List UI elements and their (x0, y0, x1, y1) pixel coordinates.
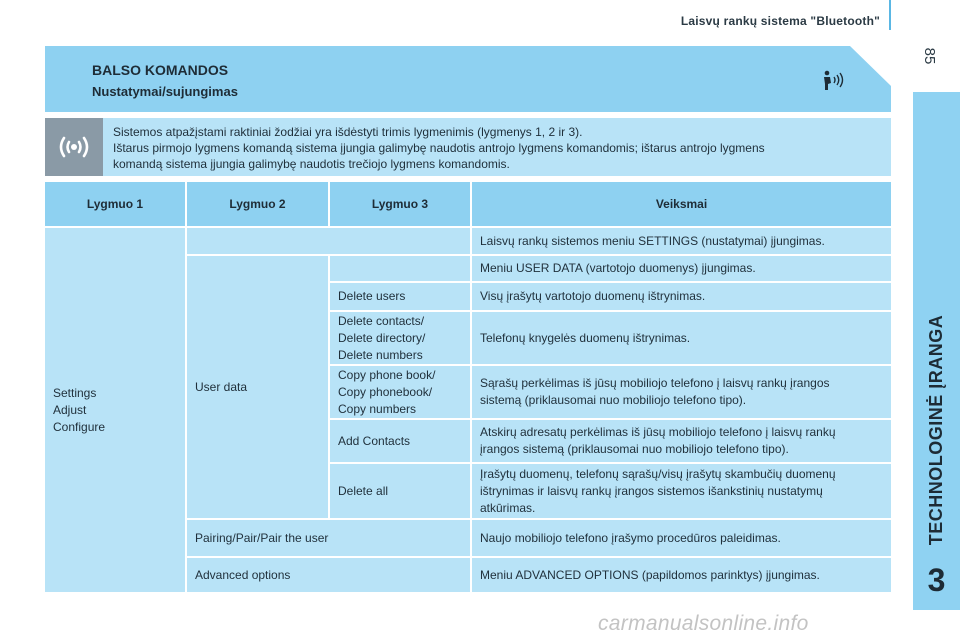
intro-icon-box (45, 118, 103, 176)
table-cell-level3: Delete contacts/ Delete directory/ Delete numbers (330, 312, 470, 364)
column-header-level3: Lygmuo 3 (330, 182, 470, 226)
running-header: Laisvų rankų sistema "Bluetooth" (680, 14, 880, 28)
table-cell-action: Sąrašų perkėlimas iš jūsų mobiliojo telefono į laisvų rankų įrangos sistemą (priklausomai nuo mobiliojo telefono tipo). (472, 366, 891, 418)
chapter-number: 3 (927, 562, 946, 598)
table-cell-action: Meniu USER DATA (vartotojo duomenys) įjungimas. (472, 256, 891, 281)
section-title-band (45, 46, 891, 112)
column-header-level2: Lygmuo 2 (187, 182, 328, 226)
table-cell-action: Įrašytų duomenų, telefonų sąrašų/visų įrašytų skambučių duomenų ištrynimas ir laisvų rankų įrangos sistemos išankstinių nustatymų atkūrimas. (472, 464, 891, 518)
table-cell-level3: Delete all (330, 464, 470, 518)
chapter-tab-label: TECHNOLOGINĖ ĮRANGA (926, 314, 946, 546)
intro-line: Sistemos atpažįstami raktiniai žodžiai yra išdėstyti trimis lygmenimis (lygmenys 1, 2 ir 3). (113, 125, 583, 139)
table-cell-level3: Add Contacts (330, 420, 470, 462)
table-cell-action: Naujo mobiliojo telefono įrašymo procedūros paleidimas. (472, 520, 891, 556)
table-cell-empty (330, 256, 470, 281)
table-cell-level2: Advanced options (187, 558, 470, 592)
intro-line: komandą sistema įjungia galimybę naudotis trečiojo lygmens komandomis. (113, 157, 510, 171)
section-subtitle: Nustatymai/sujungimas (92, 84, 238, 99)
table-cell-action: Atskirų adresatų perkėlimas iš jūsų mobiliojo telefono į laisvų rankų įrangos sistemą (priklausomai nuo mobiliojo telefono tipo). (472, 420, 891, 462)
intro-line: Ištarus pirmojo lygmens komandą sistema įjungia galimybę naudotis antrojo lygmens komandomis; ištarus antrojo lygmens (113, 141, 765, 155)
table-cell-empty (187, 228, 470, 254)
table-cell-action: Laisvų rankų sistemos meniu SETTINGS (nustatymai) įjungimas. (472, 228, 891, 254)
level1-cell: Settings Adjust Configure (45, 228, 185, 592)
table-cell-level3: Copy phone book/ Copy phonebook/ Copy numbers (330, 366, 470, 418)
table-cell-action: Meniu ADVANCED OPTIONS (papildomos parinktys) įjungimas. (472, 558, 891, 592)
page-number: 85 (921, 47, 938, 65)
table-cell-level3: Delete users (330, 283, 470, 310)
watermark: carmanualsonline.info (598, 612, 809, 635)
sound-waves-icon (56, 131, 92, 163)
header-rule (889, 0, 891, 30)
table-cell-level2: Pairing/Pair/Pair the user (187, 520, 470, 556)
voice-command-icon (818, 66, 846, 94)
section-title: BALSO KOMANDOS (92, 62, 229, 78)
column-header-actions: Veiksmai (472, 182, 891, 226)
column-header-level1: Lygmuo 1 (45, 182, 185, 226)
level2-user-data: User data (187, 256, 328, 518)
table-cell-action: Telefonų knygelės duomenų ištrynimas. (472, 312, 891, 364)
intro-text (113, 124, 883, 172)
table-cell-action: Visų įrašytų vartotojo duomenų ištrynimas. (472, 283, 891, 310)
